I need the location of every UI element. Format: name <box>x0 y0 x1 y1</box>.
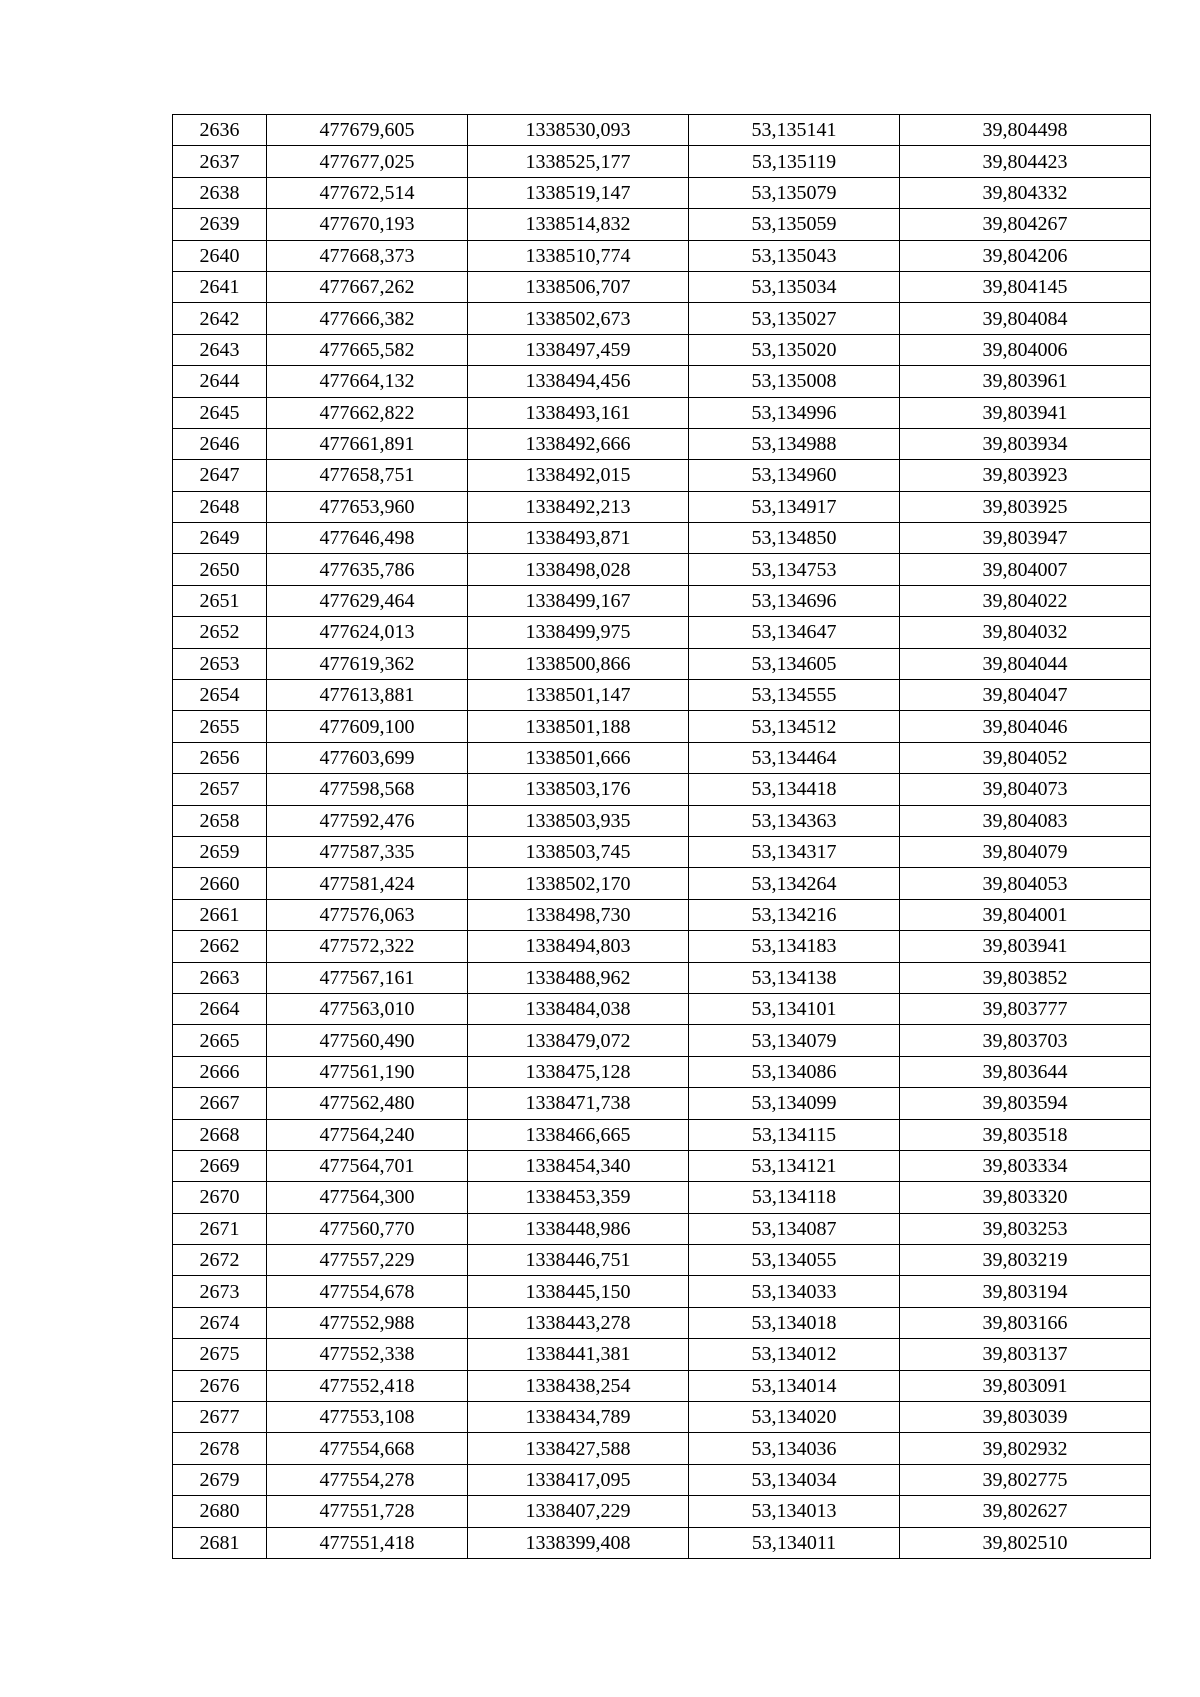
longitude-cell: 39,804498 <box>900 115 1151 146</box>
point-number-cell: 2657 <box>173 774 267 805</box>
table-row <box>173 931 1151 962</box>
table-row <box>173 993 1151 1024</box>
y-coordinate-cell: 1338438,254 <box>468 1370 689 1401</box>
point-number-cell: 2664 <box>173 993 267 1024</box>
x-coordinate-cell: 477552,418 <box>267 1370 468 1401</box>
latitude-cell: 53,134960 <box>689 460 900 491</box>
point-number-cell: 2678 <box>173 1433 267 1464</box>
x-coordinate-cell: 477576,063 <box>267 899 468 930</box>
x-coordinate-cell: 477552,338 <box>267 1339 468 1370</box>
latitude-cell: 53,134036 <box>689 1433 900 1464</box>
longitude-cell: 39,803334 <box>900 1150 1151 1181</box>
x-coordinate-cell: 477554,678 <box>267 1276 468 1307</box>
latitude-cell: 53,134988 <box>689 428 900 459</box>
longitude-cell: 39,803961 <box>900 366 1151 397</box>
latitude-cell: 53,134850 <box>689 523 900 554</box>
y-coordinate-cell: 1338445,150 <box>468 1276 689 1307</box>
latitude-cell: 53,134087 <box>689 1213 900 1244</box>
table-row <box>173 742 1151 773</box>
y-coordinate-cell: 1338417,095 <box>468 1464 689 1495</box>
table-row <box>173 1370 1151 1401</box>
latitude-cell: 53,134011 <box>689 1527 900 1558</box>
longitude-cell: 39,803594 <box>900 1088 1151 1119</box>
table-row <box>173 648 1151 679</box>
x-coordinate-cell: 477572,322 <box>267 931 468 962</box>
longitude-cell: 39,803320 <box>900 1182 1151 1213</box>
y-coordinate-cell: 1338510,774 <box>468 240 689 271</box>
longitude-cell: 39,803253 <box>900 1213 1151 1244</box>
y-coordinate-cell: 1338441,381 <box>468 1339 689 1370</box>
longitude-cell: 39,804022 <box>900 585 1151 616</box>
x-coordinate-cell: 477598,568 <box>267 774 468 805</box>
latitude-cell: 53,134033 <box>689 1276 900 1307</box>
latitude-cell: 53,135034 <box>689 271 900 302</box>
longitude-cell: 39,803166 <box>900 1307 1151 1338</box>
table-row <box>173 585 1151 616</box>
x-coordinate-cell: 477552,988 <box>267 1307 468 1338</box>
x-coordinate-cell: 477658,751 <box>267 460 468 491</box>
point-number-cell: 2671 <box>173 1213 267 1244</box>
point-number-cell: 2649 <box>173 523 267 554</box>
point-number-cell: 2646 <box>173 428 267 459</box>
point-number-cell: 2637 <box>173 146 267 177</box>
longitude-cell: 39,804267 <box>900 209 1151 240</box>
y-coordinate-cell: 1338453,359 <box>468 1182 689 1213</box>
longitude-cell: 39,804044 <box>900 648 1151 679</box>
y-coordinate-cell: 1338503,745 <box>468 836 689 867</box>
latitude-cell: 53,134363 <box>689 805 900 836</box>
point-number-cell: 2675 <box>173 1339 267 1370</box>
table-row <box>173 805 1151 836</box>
y-coordinate-cell: 1338500,866 <box>468 648 689 679</box>
latitude-cell: 53,135141 <box>689 115 900 146</box>
y-coordinate-cell: 1338493,871 <box>468 523 689 554</box>
latitude-cell: 53,134121 <box>689 1150 900 1181</box>
longitude-cell: 39,804083 <box>900 805 1151 836</box>
longitude-cell: 39,803518 <box>900 1119 1151 1150</box>
x-coordinate-cell: 477567,161 <box>267 962 468 993</box>
longitude-cell: 39,804073 <box>900 774 1151 805</box>
x-coordinate-cell: 477679,605 <box>267 115 468 146</box>
y-coordinate-cell: 1338530,093 <box>468 115 689 146</box>
longitude-cell: 39,803941 <box>900 931 1151 962</box>
y-coordinate-cell: 1338494,456 <box>468 366 689 397</box>
latitude-cell: 53,134418 <box>689 774 900 805</box>
table-row <box>173 491 1151 522</box>
latitude-cell: 53,134647 <box>689 617 900 648</box>
x-coordinate-cell: 477581,424 <box>267 868 468 899</box>
table-row <box>173 1402 1151 1433</box>
point-number-cell: 2677 <box>173 1402 267 1433</box>
y-coordinate-cell: 1338484,038 <box>468 993 689 1024</box>
longitude-cell: 39,803947 <box>900 523 1151 554</box>
point-number-cell: 2673 <box>173 1276 267 1307</box>
longitude-cell: 39,803777 <box>900 993 1151 1024</box>
y-coordinate-cell: 1338488,962 <box>468 962 689 993</box>
longitude-cell: 39,803923 <box>900 460 1151 491</box>
y-coordinate-cell: 1338454,340 <box>468 1150 689 1181</box>
latitude-cell: 53,134512 <box>689 711 900 742</box>
x-coordinate-cell: 477662,822 <box>267 397 468 428</box>
point-number-cell: 2648 <box>173 491 267 522</box>
x-coordinate-cell: 477562,480 <box>267 1088 468 1119</box>
point-number-cell: 2680 <box>173 1496 267 1527</box>
point-number-cell: 2636 <box>173 115 267 146</box>
latitude-cell: 53,134264 <box>689 868 900 899</box>
x-coordinate-cell: 477551,728 <box>267 1496 468 1527</box>
latitude-cell: 53,134013 <box>689 1496 900 1527</box>
point-number-cell: 2641 <box>173 271 267 302</box>
y-coordinate-cell: 1338501,188 <box>468 711 689 742</box>
y-coordinate-cell: 1338466,665 <box>468 1119 689 1150</box>
latitude-cell: 53,135008 <box>689 366 900 397</box>
point-number-cell: 2662 <box>173 931 267 962</box>
x-coordinate-cell: 477609,100 <box>267 711 468 742</box>
x-coordinate-cell: 477668,373 <box>267 240 468 271</box>
point-number-cell: 2668 <box>173 1119 267 1150</box>
latitude-cell: 53,134012 <box>689 1339 900 1370</box>
point-number-cell: 2651 <box>173 585 267 616</box>
point-number-cell: 2654 <box>173 680 267 711</box>
point-number-cell: 2642 <box>173 303 267 334</box>
x-coordinate-cell: 477564,701 <box>267 1150 468 1181</box>
table-row <box>173 1213 1151 1244</box>
table-row <box>173 1025 1151 1056</box>
point-number-cell: 2650 <box>173 554 267 585</box>
table-row <box>173 1150 1151 1181</box>
point-number-cell: 2676 <box>173 1370 267 1401</box>
point-number-cell: 2653 <box>173 648 267 679</box>
point-number-cell: 2660 <box>173 868 267 899</box>
x-coordinate-cell: 477665,582 <box>267 334 468 365</box>
point-number-cell: 2679 <box>173 1464 267 1495</box>
table-row <box>173 1088 1151 1119</box>
point-number-cell: 2659 <box>173 836 267 867</box>
table-row <box>173 303 1151 334</box>
y-coordinate-cell: 1338494,803 <box>468 931 689 962</box>
latitude-cell: 53,134101 <box>689 993 900 1024</box>
x-coordinate-cell: 477664,132 <box>267 366 468 397</box>
point-number-cell: 2670 <box>173 1182 267 1213</box>
table-row <box>173 899 1151 930</box>
table-row <box>173 334 1151 365</box>
latitude-cell: 53,134099 <box>689 1088 900 1119</box>
table-row <box>173 1056 1151 1087</box>
y-coordinate-cell: 1338506,707 <box>468 271 689 302</box>
longitude-cell: 39,803219 <box>900 1245 1151 1276</box>
latitude-cell: 53,134020 <box>689 1402 900 1433</box>
x-coordinate-cell: 477635,786 <box>267 554 468 585</box>
coordinates-table <box>172 114 1151 1559</box>
longitude-cell: 39,802775 <box>900 1464 1151 1495</box>
longitude-cell: 39,804007 <box>900 554 1151 585</box>
longitude-cell: 39,804206 <box>900 240 1151 271</box>
y-coordinate-cell: 1338503,935 <box>468 805 689 836</box>
x-coordinate-cell: 477554,668 <box>267 1433 468 1464</box>
y-coordinate-cell: 1338434,789 <box>468 1402 689 1433</box>
x-coordinate-cell: 477563,010 <box>267 993 468 1024</box>
y-coordinate-cell: 1338499,167 <box>468 585 689 616</box>
point-number-cell: 2647 <box>173 460 267 491</box>
x-coordinate-cell: 477603,699 <box>267 742 468 773</box>
latitude-cell: 53,134055 <box>689 1245 900 1276</box>
y-coordinate-cell: 1338443,278 <box>468 1307 689 1338</box>
table-row <box>173 240 1151 271</box>
y-coordinate-cell: 1338502,673 <box>468 303 689 334</box>
point-number-cell: 2681 <box>173 1527 267 1558</box>
latitude-cell: 53,134696 <box>689 585 900 616</box>
table-row <box>173 962 1151 993</box>
x-coordinate-cell: 477560,770 <box>267 1213 468 1244</box>
latitude-cell: 53,134555 <box>689 680 900 711</box>
latitude-cell: 53,134753 <box>689 554 900 585</box>
longitude-cell: 39,803091 <box>900 1370 1151 1401</box>
point-number-cell: 2645 <box>173 397 267 428</box>
longitude-cell: 39,804032 <box>900 617 1151 648</box>
y-coordinate-cell: 1338525,177 <box>468 146 689 177</box>
longitude-cell: 39,804079 <box>900 836 1151 867</box>
x-coordinate-cell: 477557,229 <box>267 1245 468 1276</box>
point-number-cell: 2674 <box>173 1307 267 1338</box>
table-row <box>173 774 1151 805</box>
latitude-cell: 53,135043 <box>689 240 900 271</box>
point-number-cell: 2661 <box>173 899 267 930</box>
point-number-cell: 2669 <box>173 1150 267 1181</box>
y-coordinate-cell: 1338407,229 <box>468 1496 689 1527</box>
table-row <box>173 209 1151 240</box>
x-coordinate-cell: 477629,464 <box>267 585 468 616</box>
table-row <box>173 836 1151 867</box>
x-coordinate-cell: 477666,382 <box>267 303 468 334</box>
table-row <box>173 554 1151 585</box>
y-coordinate-cell: 1338399,408 <box>468 1527 689 1558</box>
y-coordinate-cell: 1338499,975 <box>468 617 689 648</box>
point-number-cell: 2643 <box>173 334 267 365</box>
latitude-cell: 53,135119 <box>689 146 900 177</box>
y-coordinate-cell: 1338497,459 <box>468 334 689 365</box>
longitude-cell: 39,803137 <box>900 1339 1151 1370</box>
y-coordinate-cell: 1338427,588 <box>468 1433 689 1464</box>
table-row <box>173 146 1151 177</box>
longitude-cell: 39,802510 <box>900 1527 1151 1558</box>
y-coordinate-cell: 1338503,176 <box>468 774 689 805</box>
x-coordinate-cell: 477646,498 <box>267 523 468 554</box>
x-coordinate-cell: 477561,190 <box>267 1056 468 1087</box>
latitude-cell: 53,134317 <box>689 836 900 867</box>
y-coordinate-cell: 1338492,015 <box>468 460 689 491</box>
longitude-cell: 39,804046 <box>900 711 1151 742</box>
y-coordinate-cell: 1338492,213 <box>468 491 689 522</box>
y-coordinate-cell: 1338514,832 <box>468 209 689 240</box>
table-row <box>173 460 1151 491</box>
longitude-cell: 39,804006 <box>900 334 1151 365</box>
table-row <box>173 1464 1151 1495</box>
table-row <box>173 366 1151 397</box>
longitude-cell: 39,803934 <box>900 428 1151 459</box>
x-coordinate-cell: 477592,476 <box>267 805 468 836</box>
point-number-cell: 2672 <box>173 1245 267 1276</box>
x-coordinate-cell: 477551,418 <box>267 1527 468 1558</box>
table-row <box>173 1182 1151 1213</box>
y-coordinate-cell: 1338446,751 <box>468 1245 689 1276</box>
latitude-cell: 53,135027 <box>689 303 900 334</box>
longitude-cell: 39,803039 <box>900 1402 1151 1433</box>
table-row <box>173 1245 1151 1276</box>
latitude-cell: 53,135079 <box>689 177 900 208</box>
x-coordinate-cell: 477564,300 <box>267 1182 468 1213</box>
longitude-cell: 39,803644 <box>900 1056 1151 1087</box>
longitude-cell: 39,803703 <box>900 1025 1151 1056</box>
point-number-cell: 2656 <box>173 742 267 773</box>
longitude-cell: 39,804423 <box>900 146 1151 177</box>
point-number-cell: 2644 <box>173 366 267 397</box>
table-row <box>173 1433 1151 1464</box>
longitude-cell: 39,802932 <box>900 1433 1151 1464</box>
table-row <box>173 177 1151 208</box>
table-row <box>173 868 1151 899</box>
table-row <box>173 428 1151 459</box>
table-row <box>173 1119 1151 1150</box>
table-row <box>173 617 1151 648</box>
table-row <box>173 1307 1151 1338</box>
x-coordinate-cell: 477560,490 <box>267 1025 468 1056</box>
x-coordinate-cell: 477564,240 <box>267 1119 468 1150</box>
longitude-cell: 39,804001 <box>900 899 1151 930</box>
y-coordinate-cell: 1338493,161 <box>468 397 689 428</box>
point-number-cell: 2640 <box>173 240 267 271</box>
point-number-cell: 2655 <box>173 711 267 742</box>
latitude-cell: 53,134115 <box>689 1119 900 1150</box>
longitude-cell: 39,804052 <box>900 742 1151 773</box>
longitude-cell: 39,802627 <box>900 1496 1151 1527</box>
x-coordinate-cell: 477667,262 <box>267 271 468 302</box>
longitude-cell: 39,804047 <box>900 680 1151 711</box>
latitude-cell: 53,134079 <box>689 1025 900 1056</box>
x-coordinate-cell: 477672,514 <box>267 177 468 208</box>
latitude-cell: 53,135020 <box>689 334 900 365</box>
latitude-cell: 53,134216 <box>689 899 900 930</box>
table-row <box>173 680 1151 711</box>
table-row <box>173 1339 1151 1370</box>
latitude-cell: 53,134014 <box>689 1370 900 1401</box>
longitude-cell: 39,804145 <box>900 271 1151 302</box>
y-coordinate-cell: 1338502,170 <box>468 868 689 899</box>
table-row <box>173 711 1151 742</box>
x-coordinate-cell: 477554,278 <box>267 1464 468 1495</box>
table-row <box>173 271 1151 302</box>
x-coordinate-cell: 477653,960 <box>267 491 468 522</box>
x-coordinate-cell: 477619,362 <box>267 648 468 679</box>
table-row <box>173 523 1151 554</box>
point-number-cell: 2652 <box>173 617 267 648</box>
x-coordinate-cell: 477661,891 <box>267 428 468 459</box>
x-coordinate-cell: 477613,881 <box>267 680 468 711</box>
latitude-cell: 53,134183 <box>689 931 900 962</box>
latitude-cell: 53,134018 <box>689 1307 900 1338</box>
longitude-cell: 39,804084 <box>900 303 1151 334</box>
y-coordinate-cell: 1338479,072 <box>468 1025 689 1056</box>
coordinates-table-body <box>173 115 1151 1559</box>
y-coordinate-cell: 1338501,147 <box>468 680 689 711</box>
y-coordinate-cell: 1338501,666 <box>468 742 689 773</box>
longitude-cell: 39,803941 <box>900 397 1151 428</box>
y-coordinate-cell: 1338475,128 <box>468 1056 689 1087</box>
latitude-cell: 53,134464 <box>689 742 900 773</box>
x-coordinate-cell: 477670,193 <box>267 209 468 240</box>
table-row <box>173 115 1151 146</box>
y-coordinate-cell: 1338519,147 <box>468 177 689 208</box>
point-number-cell: 2638 <box>173 177 267 208</box>
x-coordinate-cell: 477587,335 <box>267 836 468 867</box>
y-coordinate-cell: 1338471,738 <box>468 1088 689 1119</box>
latitude-cell: 53,134118 <box>689 1182 900 1213</box>
point-number-cell: 2663 <box>173 962 267 993</box>
latitude-cell: 53,134034 <box>689 1464 900 1495</box>
latitude-cell: 53,134605 <box>689 648 900 679</box>
x-coordinate-cell: 477677,025 <box>267 146 468 177</box>
x-coordinate-cell: 477553,108 <box>267 1402 468 1433</box>
point-number-cell: 2658 <box>173 805 267 836</box>
longitude-cell: 39,804332 <box>900 177 1151 208</box>
latitude-cell: 53,134138 <box>689 962 900 993</box>
longitude-cell: 39,803194 <box>900 1276 1151 1307</box>
longitude-cell: 39,803852 <box>900 962 1151 993</box>
table-row <box>173 1527 1151 1558</box>
latitude-cell: 53,135059 <box>689 209 900 240</box>
latitude-cell: 53,134086 <box>689 1056 900 1087</box>
point-number-cell: 2667 <box>173 1088 267 1119</box>
x-coordinate-cell: 477624,013 <box>267 617 468 648</box>
point-number-cell: 2639 <box>173 209 267 240</box>
y-coordinate-cell: 1338492,666 <box>468 428 689 459</box>
table-row <box>173 1276 1151 1307</box>
longitude-cell: 39,803925 <box>900 491 1151 522</box>
point-number-cell: 2666 <box>173 1056 267 1087</box>
table-row <box>173 397 1151 428</box>
y-coordinate-cell: 1338448,986 <box>468 1213 689 1244</box>
table-row <box>173 1496 1151 1527</box>
latitude-cell: 53,134917 <box>689 491 900 522</box>
y-coordinate-cell: 1338498,730 <box>468 899 689 930</box>
longitude-cell: 39,804053 <box>900 868 1151 899</box>
latitude-cell: 53,134996 <box>689 397 900 428</box>
point-number-cell: 2665 <box>173 1025 267 1056</box>
y-coordinate-cell: 1338498,028 <box>468 554 689 585</box>
